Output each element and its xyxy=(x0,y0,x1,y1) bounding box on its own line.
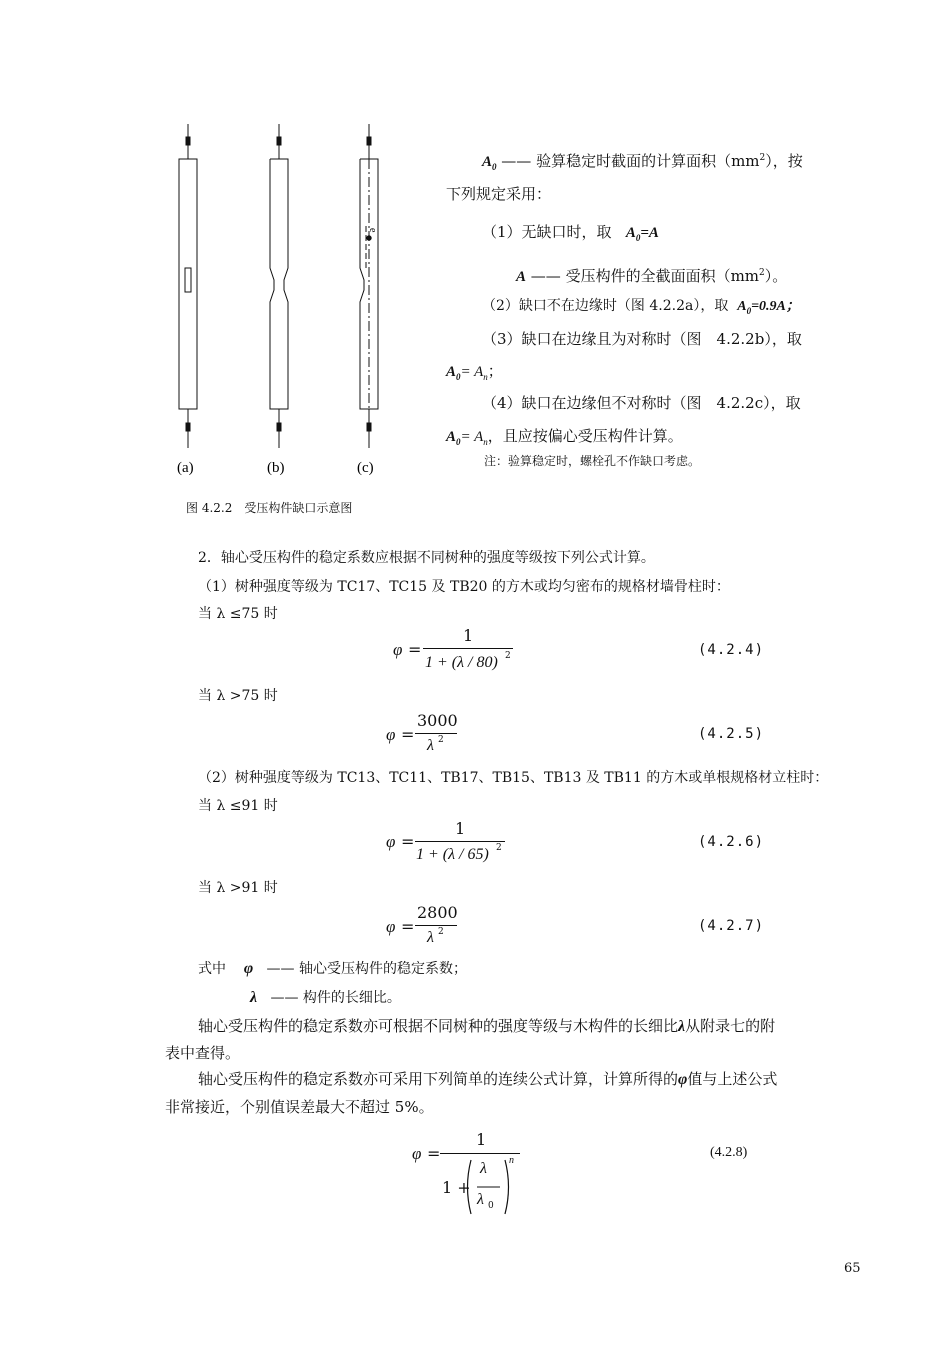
eq-number-4-2-7: (4.2.7) xyxy=(698,918,765,934)
item-4-formula: $A_0= A_n$，且应按偏心受压构件计算。 xyxy=(446,427,683,447)
item-3-formula: $A_0= A_n$； xyxy=(446,362,503,382)
c-eccentricity-marker: e xyxy=(367,228,378,233)
def-a0-cont: 下列规定采用： xyxy=(446,185,552,203)
member-a xyxy=(179,124,197,448)
condition-4: 当 λ >91 时 xyxy=(198,880,278,896)
eq-number-4-2-6: (4.2.6) xyxy=(698,834,765,850)
eq-number-4-2-5: (4.2.5) xyxy=(698,726,765,742)
where-phi: 式中 φ —— 轴心受压构件的稳定系数； xyxy=(198,960,467,977)
group-1-text: （1）树种强度等级为 TC17、TC15 及 TB20 的方木或均匀密布的规格材墙骨柱时： xyxy=(198,579,730,595)
item-1: （1）无缺口时，取 $A_0=A$ xyxy=(482,223,659,243)
group-2-text: （2）树种强度等级为 TC13、TC11、TB17、TB15、TB13 及 TB11 的方木或单根规格材立柱时： xyxy=(198,770,829,786)
item-4: （4）缺口在边缘但不对称时（图 4.2.2c），取 xyxy=(482,394,801,412)
member-c xyxy=(360,124,378,448)
eq-number-4-2-4: (4.2.4) xyxy=(698,642,765,658)
eq-number-4-2-8: (4.2.8) xyxy=(710,1145,748,1160)
condition-1: 当 λ ≤75 时 xyxy=(198,606,278,622)
paragraph-2-line-1: 轴心受压构件的稳定系数亦可采用下列简单的连续公式计算，计算所得的φ值与上述公式 xyxy=(198,1070,778,1088)
section-2-heading: 2．轴心受压构件的稳定系数应根据不同树种的强度等级按下列公式计算。 xyxy=(198,550,655,566)
condition-2: 当 λ >75 时 xyxy=(198,688,278,704)
item-2: （2）缺口不在边缘时（图 4.2.2a），取 $A_0=0.9A$； xyxy=(482,298,800,316)
figure-caption: 图 4.2.2 受压构件缺口示意图 xyxy=(186,501,353,515)
label-a: (a) xyxy=(177,460,194,476)
note: 注：验算稳定时，螺栓孔不作缺口考虑。 xyxy=(484,454,701,468)
label-b: (b) xyxy=(267,460,285,476)
page-number: 65 xyxy=(844,1261,861,1276)
paragraph-1-line-1: 轴心受压构件的稳定系数亦可根据不同树种的强度等级与木构件的长细比λ从附录七的附 xyxy=(198,1017,776,1035)
where-lambda: λ —— 构件的长细比。 xyxy=(250,989,401,1006)
condition-3: 当 λ ≤91 时 xyxy=(198,798,278,814)
item-3: （3）缺口在边缘且为对称时（图 4.2.2b），取 xyxy=(482,330,802,348)
paragraph-2-line-2: 非常接近，个别值误差最大不超过 5%。 xyxy=(165,1098,434,1116)
def-a: A —— 受压构件的全截面面积$(mm^2)$。 xyxy=(516,267,788,285)
label-c: (c) xyxy=(357,460,374,476)
member-b xyxy=(270,124,288,448)
paragraph-1-line-2: 表中查得。 xyxy=(165,1044,241,1062)
def-a0: $A_0$ —— 验算稳定时截面的计算面积$(mm^2)$，按 xyxy=(482,152,803,172)
notch-figure xyxy=(160,118,420,488)
